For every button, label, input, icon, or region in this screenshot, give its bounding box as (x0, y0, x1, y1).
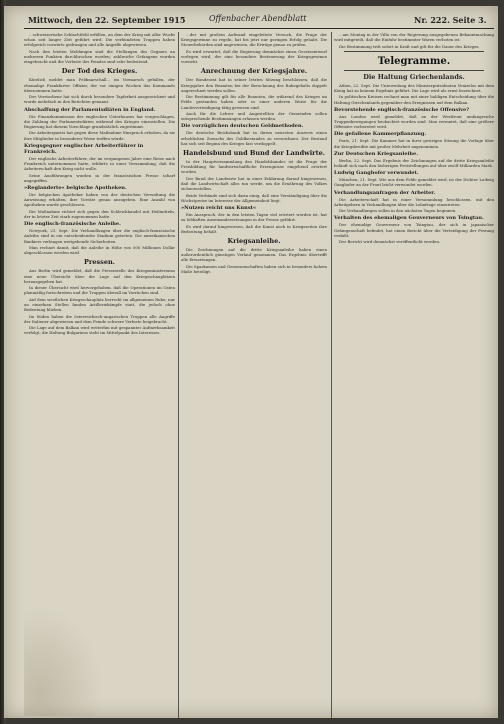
paragraph: Die belgischen Apotheker haben von der deutschen Verwaltung die Anweisung erhalten, ihre Vorräte genau anzugeben. Eine Anzahl von Apotheken wurde geschlossen. (24, 192, 175, 208)
column-divider (331, 32, 332, 718)
paragraph: Die Bestimmung tritt sofort in Kraft und gilt für die Dauer des Krieges. (339, 43, 480, 49)
article-heading: Ludwig Ganghofer verwundet. (334, 170, 419, 177)
paragraph: Die deutsche Reichsbank hat in ihrem neuesten Ausweis einen erheblichen Zuwachs des Goldbestandes zu verzeichnen. Der Bestand hat sich seit Beginn des Krieges fast verdoppelt. (181, 130, 327, 146)
paragraph: ...schweizerische Schlachtfeld erfüllen, an dem der Krieg mit aller Wucht schon seit langer Zeit geführt wird. Die verbündeten Truppen haben erfolgreich vorwärts gedrungen und alle Angriffe abgewiesen. (24, 32, 175, 48)
article-heading: »Nutzen reicht uns Kunst« (181, 205, 257, 212)
article-heading: Kriegsanleihe. (227, 237, 281, 246)
paragraph: In dieser Übersicht wird hervorgehoben, daß die Operationen im Osten planmäßig fortschreiten und die Truppen überall im Vorrücken sind. (24, 285, 175, 296)
article-heading: Pressen. (84, 258, 115, 267)
paragraph: Die Bestimmung gilt für alle Beamten, die während des Krieges im Felde gestanden haben oder in einer anderen Weise für die Landesverteidigung tätig gewesen sind. (181, 94, 327, 110)
paragraph: In politischen Kreisen rechnet man mit einer baldigen Entscheidung über die Haltung Griechenlands gegenüber den Ereignissen auf dem Balkan. (334, 94, 494, 105)
paragraph: Auf dem westlichen Kriegsschauplatz herrscht im allgemeinen Ruhe; nur an einzelnen Stellen fanden Artilleriekämpfe statt, die jedoch ohne Bedeutung blieben. (24, 296, 175, 313)
paragraph: Man rechnet damit, daß die Anleihe in Höhe von 500 Millionen Dollar abgeschlossen werden wird. (24, 245, 175, 256)
paragraph: Beide Verbände sind sich darin einig, daß eine Verständigung über die Höchstpreise im Interesse der Allgemeinheit liegt. (181, 192, 327, 203)
paragraph: In der Hauptversammlung des Handelsbundes ist die Frage der Preisbildung für landwirtschaftliche Erzeugnisse eingehend erörtert worden. (181, 159, 327, 175)
article-heading: Kriegsgegner englischer Arbeiterführer in Frankreich. (24, 142, 144, 155)
paragraph: ...am Montag in der Villa von der Regierung ausgegebenen Bekanntmachung wird mitgeteilt, daß die Einfuhr bestimmter Waren verboten ist. (334, 32, 494, 43)
paragraph: Der Verstorbene hat sich durch besondere Tapferkeit ausgezeichnet und wurde mehrfach in den Berichten genannt. (24, 94, 175, 105)
column-divider (178, 32, 179, 718)
paragraph: Berlin, 22. Sept. Das Ergebnis der Zeichnungen auf die dritte Kriegsanleihe beläuft sich nach den bisherigen Feststellungen auf über zwölf Milliarden Mark. (334, 157, 494, 169)
paragraph: Die Sparkassen und Genossenschaften haben sich in besonders hohem Maße beteiligt. (181, 263, 327, 275)
paragraph: Seine Ausführungen wurden in der französischen Presse scharf angegriffen. (24, 172, 175, 183)
telegramme-heading: Telegramme. (377, 55, 451, 67)
paragraph: Die Finanzkommission des englischen Unterhauses hat vorgeschlagen, die Zahlung der Parlamentsdiäten während des Krieges einzustellen. Die Regierung hat diesem Vorschlage grundsätzlich zugestimmt. (24, 113, 175, 130)
top-rule (24, 28, 494, 29)
section-rule (344, 51, 484, 52)
article-heading: Anrechnung der Kriegsjahre. (200, 67, 308, 76)
masthead-issue: Nr. 222. Seite 3. (414, 15, 487, 25)
article-heading: Bevorstehende englisch-französische Offensive? (334, 106, 470, 113)
article-heading: »Reglanderte« belgische Apotheken. (24, 185, 127, 192)
paragraph: Kürzlich meldet man Feldmarschall... im Vormarsch gefallen, der ehemalige Frankfurter Offizier, der vor einigen Wochen das Kommando übernommen hatte. (24, 77, 175, 93)
paragraph: Aus London wird gemeldet, daß an der Westfront umfangreiche Truppenbewegungen beobachtet worden sind. Man vermutet, daß eine größere Offensive vorbereitet wird. (334, 113, 494, 130)
paragraph: ...der mit großem Aufwand eingeleitete Versuch, die Frage der Kriegsgewinne zu regeln, hat bis jetzt nur geringen Erfolg gehabt. Die Steuerbehörden sind angewiesen, die Erträge genau zu prüfen. (181, 32, 327, 48)
article-heading: Die vorzüglichen deutschen Geldmethoden. (181, 123, 304, 130)
paragraph: Auch für die Lehrer und Angestellten der Gemeinden sollen entsprechende Bestimmungen erlassen werden. (181, 111, 327, 122)
paragraph: Die Lage auf dem Balkan wird weiterhin mit gespannter Aufmerksamkeit verfolgt; die Haltung Bulgariens steht im Mittelpunkt des Interesses. (24, 325, 175, 336)
article-heading: Verhalten des ehemaligen Gouverneurs von Tsingtau. (334, 215, 484, 222)
paragraph: Die Arbeiterpartei hat gegen diese Maßnahme Einspruch erhoben, da sie ihre Mitglieder in besonderer Weise treffen würde. (24, 130, 175, 141)
masthead-date: Mittwoch, den 22. September 1915 (28, 15, 186, 25)
paragraph: Die Zeichnungen auf die dritte Kriegsanleihe haben einen außerordentlich günstigen Verlauf genommen. Das Ergebnis übertrifft alle Erwartungen. (181, 247, 327, 263)
column-3 (334, 32, 494, 718)
article-heading: Die englisch-französische Anleihe. (24, 221, 121, 228)
article-heading: Verhandlungsanfragen der Arbeiter. (334, 189, 436, 196)
paragraph: Die Arbeiterschaft hat in einer Versammlung beschlossen, mit den Arbeitgebern in Verhandlungen über die Lohnfrage einzutreten. (334, 196, 494, 207)
paragraph: Athen, 22. Sept. Die Unterredung des Ministerpräsidenten Venizelos mit dem König hat zu keinem Ergebnis geführt. Die Lage wird als ernst bezeichnet. (334, 82, 494, 93)
article-heading: Handelsbund und Bund der Landwirte. (182, 149, 326, 158)
article-heading: Zur Deutschen Kriegsanleihe. (334, 150, 418, 157)
masthead-title: Offenbacher Abendblatt (209, 14, 307, 23)
column-2 (181, 32, 327, 718)
paragraph: München, 21. Sept. Wie aus dem Felde gemeldet wird, ist der Dichter Ludwig Ganghofer an der Front leicht verwundet worden. (334, 177, 494, 188)
article-heading: Die Haltung Griechenlands. (363, 72, 465, 81)
paragraph: Aus Berlin wird gemeldet, daß die Pressestelle des Kriegsministeriums eine neue Übersicht über die Lage auf den Kriegsschauplätzen herausgegeben hat. (24, 268, 175, 284)
paragraph: Der Bundesrat hat in seiner letzten Sitzung beschlossen, daß die Kriegsjahre den Beamten bei der Berechnung des Ruhegehalts doppelt angerechnet werden sollen. (181, 77, 327, 93)
paragraph: Ein Ausspruch, der in den letzten Tagen viel erörtert worden ist, hat zu lebhaften Auseinandersetzungen in der Presse geführt. (181, 212, 327, 223)
article-heading: Die gefallene Kammerpflanzung. (334, 131, 427, 138)
paragraph: Es wird erwartet, daß die Regierung demnächst einen Gesetzentwurf vorlegen wird, der eine besondere Besteuerung der Kriegsgewinne vorsieht. (181, 48, 327, 65)
paragraph: Es wird darauf hingewiesen, daß die Kunst auch in Kriegszeiten ihre Bedeutung behält. (181, 223, 327, 234)
paragraph: Der Bericht wird demnächst veröffentlicht werden. (339, 239, 441, 245)
paragraph: Die Maßnahme richtet sich gegen den Schleichhandel mit Heilmitteln, der in letzter Zeit stark zugenommen hatte. (24, 208, 175, 220)
paragraph: Im Süden haben die österreichisch-ungarischen Truppen alle Angriffe der Italiener abgewiesen und dem Feinde schwere Verluste beigebracht. (24, 313, 175, 324)
column-1 (24, 32, 175, 718)
newspaper-page (4, 6, 498, 718)
paragraph: Der Bund der Landwirte hat in einer Erklärung darauf hingewiesen, daß die Landwirtschaft alles tun werde, um die Ernährung des Volkes sicherzustellen. (181, 175, 327, 192)
paragraph: Der ehemalige Gouverneur von Tsingtau, der sich in japanischer Gefangenschaft befindet, hat einen Bericht über die Verteidigung der Festung verfaßt. (334, 222, 494, 238)
paragraph: Der englische Arbeiterführer, der im vergangenen Jahre eine Reise nach Frankreich unternommen hatte, erklärte in einer Versammlung, daß die Arbeiterschaft den Krieg nicht wolle. (24, 155, 175, 172)
paragraph: Newyork, 21. Sept. Die Verhandlungen über die englisch-französische Anleihe sind in ein entscheidendes Stadium getreten. Die amerikanischen Bankiers verlangen weitgehende Sicherheiten. (24, 228, 175, 244)
article-heading: Abschaffung der Parlamentsdiäten in England. (24, 106, 156, 113)
paragraph: Paris, 21. Sept. Die Kammer hat in ihrer gestrigen Sitzung die Vorlage über die Kriegskredite mit großer Mehrheit angenommen. (334, 138, 494, 149)
paragraph: Die Verhandlungen sollen in den nächsten Tagen beginnen. (339, 208, 457, 214)
section-rule (344, 70, 484, 71)
paragraph: Nach den letzten Meldungen sind die Stellungen des Gegners an mehreren Punkten durchbrochen worden; zahlreiche Gefangene wurden eingebracht und die Verluste des Feindes sind sehr bedeutend. (24, 48, 175, 65)
article-heading: Der Tod des Krieges. (61, 67, 138, 76)
